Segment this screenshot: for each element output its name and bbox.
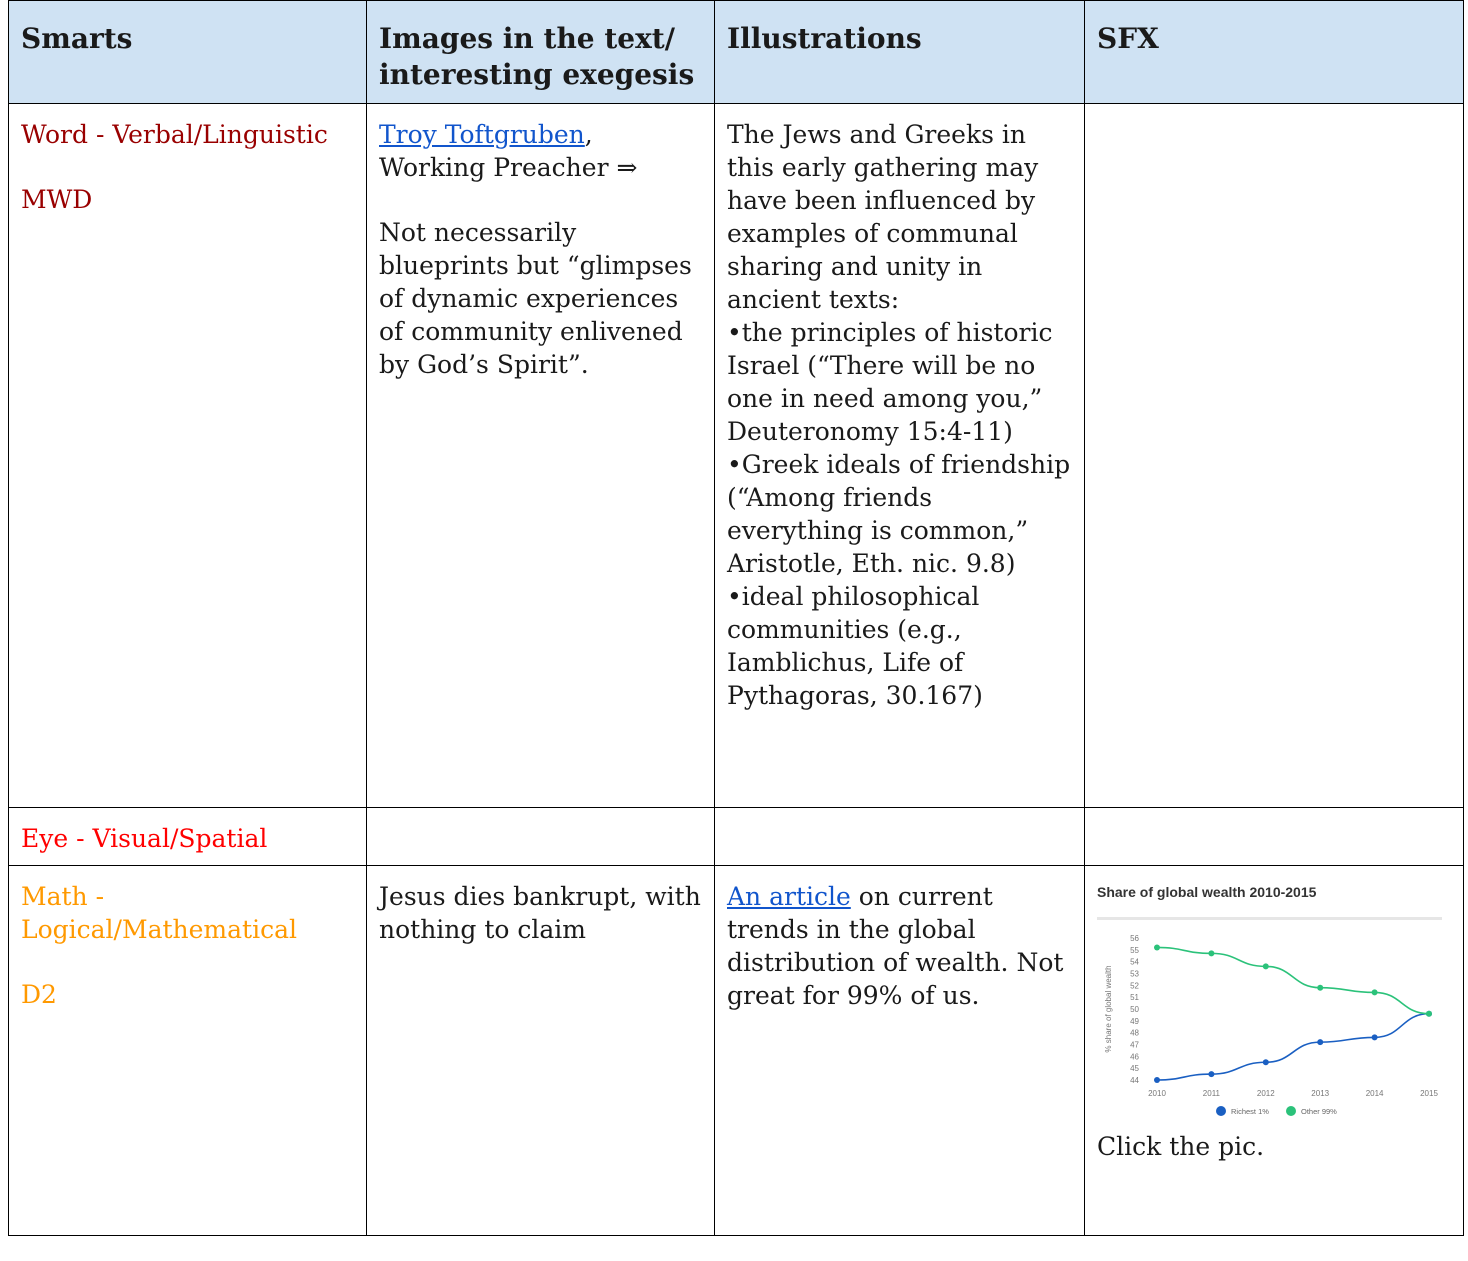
y-tick-label: 44	[1130, 1076, 1139, 1085]
data-point	[1154, 1077, 1160, 1083]
cell-word-sfx	[1085, 104, 1464, 808]
series-line	[1157, 1014, 1429, 1080]
header-exegesis: Images in the text/ interesting exegesis	[367, 1, 715, 104]
header-sfx: SFX	[1085, 1, 1464, 104]
data-point	[1317, 1039, 1323, 1045]
cell-word-smart	[9, 104, 367, 808]
legend-marker	[1286, 1106, 1296, 1116]
link-comma: ,	[584, 120, 593, 149]
y-tick-label: 53	[1130, 969, 1139, 979]
cell-math-sfx	[1085, 866, 1464, 1236]
working-preacher-text: Working Preacher ⇒	[379, 153, 638, 182]
x-tick-label: 2014	[1365, 1089, 1384, 1098]
x-tick-label: 2011	[1202, 1089, 1221, 1098]
smart-code-math: D2	[21, 980, 57, 1009]
cell-math-exegesis	[367, 866, 715, 1236]
header-row	[9, 1, 1464, 104]
cell-word-illustration	[715, 104, 1085, 808]
article-link[interactable]: An article	[727, 882, 851, 911]
x-tick-label: 2010	[1148, 1089, 1166, 1098]
y-tick-label: 48	[1130, 1028, 1139, 1038]
row-math	[9, 866, 1464, 1236]
data-point	[1263, 963, 1269, 969]
legend-label: Richest 1%	[1231, 1107, 1269, 1116]
wealth-chart-link[interactable]	[1097, 876, 1451, 1128]
chart-title: Share of global wealth 2010-2015	[1097, 884, 1317, 900]
wealth-line-chart[interactable]	[1097, 924, 1442, 1120]
data-point	[1208, 1071, 1214, 1077]
data-point	[1317, 985, 1323, 991]
y-tick-label: 51	[1130, 993, 1139, 1003]
cell-math-smart	[9, 866, 367, 1236]
smart-label-math: Math - Logical/Mathematical	[21, 882, 297, 944]
smart-label-eye: Eye - Visual/Spatial	[21, 824, 268, 853]
row-eye	[9, 808, 1464, 866]
data-point	[1426, 1011, 1432, 1017]
x-tick-label: 2013	[1311, 1089, 1330, 1098]
cell-eye-illustration	[715, 808, 1085, 866]
smart-label-word: Word - Verbal/Linguistic	[21, 120, 328, 149]
header-smarts: Smarts	[9, 1, 367, 104]
x-tick-label: 2012	[1256, 1089, 1275, 1098]
data-point	[1154, 944, 1160, 950]
illustration-intro: The Jews and Greeks in this early gathering may have been influenced by examples of communal sharing and unity in ancient texts:	[727, 120, 1039, 314]
x-tick-label: 2015	[1420, 1089, 1438, 1098]
illustration-item: •the principles of historic Israel (“There will be no one in need among you,” Deuteronomy 15:4-11)	[727, 318, 1053, 446]
toftgruben-link[interactable]: Troy Toftgruben	[379, 120, 585, 149]
y-tick-label: 55	[1130, 945, 1139, 955]
data-point	[1263, 1059, 1269, 1065]
y-tick-label: 56	[1130, 934, 1139, 943]
y-tick-label: 45	[1130, 1064, 1139, 1074]
illustration-item: •ideal philosophical communities (e.g., Iamblichus, Life of Pythagoras, 30.167)	[727, 582, 983, 710]
series-line	[1157, 947, 1429, 1013]
cell-eye-sfx	[1085, 808, 1464, 866]
data-point	[1372, 1034, 1378, 1040]
y-tick-label: 46	[1130, 1052, 1139, 1062]
cell-word-exegesis	[367, 104, 715, 808]
click-pic-caption: Click the pic.	[1097, 1132, 1265, 1161]
legend-label: Other 99%	[1301, 1107, 1337, 1116]
illustration-item: •Greek ideals of friendship (“Among friends everything is common,” Aristotle, Eth. nic. 9.8)	[727, 450, 1071, 578]
y-tick-label: 47	[1130, 1040, 1139, 1050]
lesson-plan-table	[8, 0, 1464, 1236]
cell-eye-smart	[9, 808, 367, 866]
y-tick-label: 52	[1130, 981, 1139, 991]
row-word	[9, 104, 1464, 808]
y-axis-label: % share of global wealth	[1104, 965, 1113, 1053]
smart-code-word: MWD	[21, 185, 93, 214]
exegesis-bankrupt: Jesus dies bankrupt, with nothing to claim	[379, 882, 701, 944]
cell-math-illustration	[715, 866, 1085, 1236]
data-point	[1208, 950, 1214, 956]
y-tick-label: 54	[1130, 957, 1139, 967]
header-illustrations: Illustrations	[715, 1, 1085, 104]
chart-title-divider	[1097, 917, 1442, 920]
data-point	[1372, 989, 1378, 995]
legend-marker	[1216, 1106, 1226, 1116]
article-description: on current trends in the global distribution of wealth. Not great for 99% of us.	[727, 882, 1064, 1010]
exegesis-quote: Not necessarily blueprints but “glimpses of dynamic experiences of community enlivened by God’s Spirit”.	[379, 218, 692, 379]
y-tick-label: 50	[1130, 1005, 1139, 1014]
y-tick-label: 49	[1130, 1016, 1139, 1026]
cell-eye-exegesis	[367, 808, 715, 866]
